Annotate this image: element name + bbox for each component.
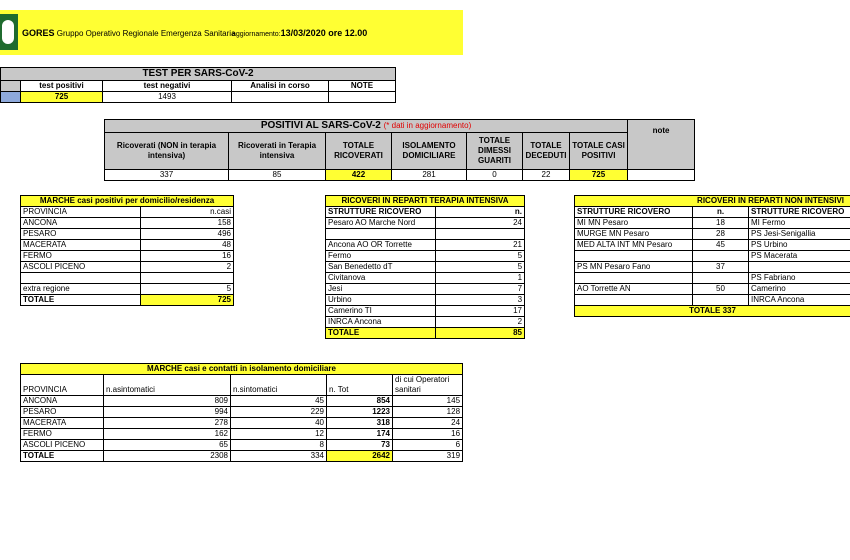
nonint-table [574,195,850,317]
ti-row-name: Pesaro AO Marche Nord [326,218,436,229]
test-blue-cell [1,92,21,103]
test-table [0,67,396,103]
iso-cell-asintomatici: 994 [104,407,231,418]
marche-row-value: 5 [141,284,234,295]
ti-row-value: 1 [436,273,525,284]
table-row [575,218,850,229]
iso-cell-operatori: 16 [393,429,463,440]
table-row [21,273,234,284]
table-row [21,251,234,262]
iso-cell-tot: 854 [327,396,393,407]
marche-row-name: extra regione [21,284,141,295]
ti-row-name: Fermo [326,251,436,262]
ti-row-name [326,229,436,240]
table-row [21,407,463,418]
nonint-row-n [693,251,749,262]
iso-cell-tot: 1223 [327,407,393,418]
iso-total-tot: 2642 [327,451,393,462]
ti-title: RICOVERI IN REPARTI TERAPIA INTENSIVA [326,196,525,207]
iso-cell-operatori: 128 [393,407,463,418]
iso-cell-provincia: ANCONA [21,396,104,407]
table-row [21,418,463,429]
iso-title: MARCHE casi e contatti in isolamento domiciliare [21,364,463,375]
nonint-row-a [575,273,693,284]
nonint-row-b: PS Macerata [749,251,850,262]
nonint-row-n: 45 [693,240,749,251]
nonint-row-n: 37 [693,262,749,273]
positivi-header-isolamento: ISOLAMENTO DOMICILIARE [392,133,467,170]
positivi-header-dimessi: TOTALE DIMESSI GUARITI [467,133,523,170]
ti-table [325,195,525,339]
ti-row-name: INRCA Ancona [326,317,436,328]
nonint-row-n: 18 [693,218,749,229]
iso-cell-sintomatici: 229 [231,407,327,418]
table-row [21,262,234,273]
table-row [326,229,525,240]
ti-row-name: Camerino TI [326,306,436,317]
ti-total-label: TOTALE [326,328,436,339]
table-row [326,251,525,262]
iso-table [20,363,463,462]
test-value-analisi [232,92,329,103]
positivi-title-note: (* dati in aggiornamento) [383,121,472,130]
test-header-positivi: test positivi [21,81,103,92]
table-row [326,317,525,328]
marche-header-ncasi: n.casi [141,207,234,218]
nonint-row-a [575,251,693,262]
org-short: GORES [22,28,55,38]
org-title [22,28,236,38]
nonint-title: RICOVERI IN REPARTI NON INTENSIVI [575,196,850,207]
positivi-title: POSITIVI AL SARS-CoV-2 [260,120,381,131]
marche-title: MARCHE casi positivi per domicilio/residenza [21,196,234,207]
table-row [21,429,463,440]
nonint-row-a: MED ALTA INT MN Pesaro [575,240,693,251]
nonint-row-a [575,295,693,306]
test-value-note [329,92,396,103]
marche-row-name [21,273,141,284]
iso-cell-sintomatici: 8 [231,440,327,451]
ti-row-value: 7 [436,284,525,295]
test-value-negativi: 1493 [103,92,232,103]
positivi-value-isolamento: 281 [392,170,467,181]
positivi-value-totale-casi: 725 [570,170,628,181]
nonint-row-a: MURGE MN Pesaro [575,229,693,240]
marche-row-value: 158 [141,218,234,229]
ti-row-value: 17 [436,306,525,317]
iso-cell-provincia: ASCOLI PICENO [21,440,104,451]
table-row [575,262,850,273]
ti-row-value: 5 [436,251,525,262]
nonint-header-strutture-b: STRUTTURE RICOVERO [749,207,850,218]
org-full: Gruppo Operativo Regionale Emergenza Sanitaria [56,29,236,38]
nonint-row-n: 50 [693,284,749,295]
table-row [326,306,525,317]
iso-total-label: TOTALE [21,451,104,462]
iso-cell-tot: 174 [327,429,393,440]
table-row [575,284,850,295]
table-row [575,295,850,306]
positivi-header-ricoverati-non-ti: Ricoverati (NON in terapia intensiva) [105,133,229,170]
iso-cell-tot: 318 [327,418,393,429]
update-info [232,28,367,38]
nonint-row-a: AO Torrette AN [575,284,693,295]
iso-header-tot: n. Tot [327,375,393,396]
iso-cell-sintomatici: 40 [231,418,327,429]
marche-total-label: TOTALE [21,295,141,306]
table-row [21,396,463,407]
marche-row-name: ANCONA [21,218,141,229]
table-row [575,229,850,240]
table-row [326,218,525,229]
table-row [21,218,234,229]
table-row [575,273,850,284]
test-header-negativi: test negativi [103,81,232,92]
iso-cell-provincia: MACERATA [21,418,104,429]
table-row [21,284,234,295]
ti-header-n: n. [436,207,525,218]
iso-total-asintomatici: 2308 [104,451,231,462]
nonint-row-n [693,295,749,306]
iso-cell-sintomatici: 45 [231,396,327,407]
test-blank-header [1,81,21,92]
table-row [326,240,525,251]
nonint-row-n [693,273,749,284]
nonint-row-a: PS MN Pesaro Fano [575,262,693,273]
nonint-row-b: INRCA Ancona [749,295,850,306]
iso-header-sintomatici: n.sintomatici [231,375,327,396]
iso-total-sintomatici: 334 [231,451,327,462]
ti-row-value: 3 [436,295,525,306]
ti-row-name: Urbino [326,295,436,306]
test-header-analisi: Analisi in corso [232,81,329,92]
nonint-row-b: PS Urbino [749,240,850,251]
nonint-row-a: MI MN Pesaro [575,218,693,229]
ti-total-value: 85 [436,328,525,339]
table-row [21,229,234,240]
iso-cell-asintomatici: 162 [104,429,231,440]
marche-row-name: PESARO [21,229,141,240]
iso-cell-operatori: 24 [393,418,463,429]
iso-total-operatori: 319 [393,451,463,462]
nonint-header-strutture-a: STRUTTURE RICOVERO [575,207,693,218]
iso-header-asintomatici: n.asintomatici [104,375,231,396]
table-row [575,240,850,251]
nonint-total: TOTALE 337 [575,306,850,317]
iso-cell-asintomatici: 65 [104,440,231,451]
marche-total-value: 725 [141,295,234,306]
positivi-header-totale-ricoverati: TOTALE RICOVERATI [326,133,392,170]
marche-table [20,195,234,306]
ti-row-value: 5 [436,262,525,273]
table-row [21,240,234,251]
nonint-row-b: Camerino [749,284,850,295]
marche-header-provincia: PROVINCIA [21,207,141,218]
marche-row-value: 2 [141,262,234,273]
test-table-title: TEST PER SARS-CoV-2 [1,68,396,81]
ti-row-name: Civitanova [326,273,436,284]
ti-header-strutture: STRUTTURE RICOVERO [326,207,436,218]
positivi-title-cell [105,120,628,133]
ti-row-value [436,229,525,240]
update-value: 13/03/2020 ore 12.00 [280,28,368,38]
positivi-table [104,119,695,181]
iso-header-operatori: di cui Operatori sanitari [393,375,463,396]
table-row [326,262,525,273]
marche-row-value: 16 [141,251,234,262]
iso-cell-tot: 73 [327,440,393,451]
positivi-header-note: note [628,120,695,170]
iso-cell-provincia: PESARO [21,407,104,418]
marche-row-name: MACERATA [21,240,141,251]
nonint-row-b: PS Fabriano [749,273,850,284]
ti-row-value: 2 [436,317,525,328]
iso-cell-provincia: FERMO [21,429,104,440]
table-row [326,284,525,295]
marche-row-value [141,273,234,284]
positivi-header-ricoverati-ti: Ricoverati in Terapia intensiva [229,133,326,170]
marche-row-name: FERMO [21,251,141,262]
iso-header-provincia: PROVINCIA [21,375,104,396]
iso-cell-sintomatici: 12 [231,429,327,440]
nonint-row-b: PS Jesi-Senigallia [749,229,850,240]
nonint-row-b: MI Fermo [749,218,850,229]
positivi-value-note [628,170,695,181]
table-row [575,251,850,262]
positivi-value-totale-ricoverati: 422 [326,170,392,181]
nonint-row-n: 28 [693,229,749,240]
update-label: aggiornamento: [232,31,281,38]
positivi-value-ricoverati-ti: 85 [229,170,326,181]
ti-row-name: San Benedetto dT [326,262,436,273]
marche-row-value: 48 [141,240,234,251]
test-header-note: NOTE [329,81,396,92]
nonint-header-n: n. [693,207,749,218]
positivi-header-totale-casi: TOTALE CASI POSITIVI [570,133,628,170]
table-row [326,295,525,306]
test-value-positivi: 725 [21,92,103,103]
iso-cell-operatori: 6 [393,440,463,451]
ti-row-value: 24 [436,218,525,229]
ti-row-name: Jesi [326,284,436,295]
positivi-value-deceduti: 22 [523,170,570,181]
iso-cell-asintomatici: 278 [104,418,231,429]
ti-row-value: 21 [436,240,525,251]
table-row [21,440,463,451]
positivi-header-deceduti: TOTALE DECEDUTI [523,133,570,170]
positivi-value-ricoverati-non-ti: 337 [105,170,229,181]
positivi-value-dimessi: 0 [467,170,523,181]
iso-cell-asintomatici: 809 [104,396,231,407]
marche-row-name: ASCOLI PICENO [21,262,141,273]
iso-cell-operatori: 145 [393,396,463,407]
logo-inner-shape [2,20,14,44]
ti-row-name: Ancona AO OR Torrette [326,240,436,251]
nonint-row-b [749,262,850,273]
marche-row-value: 496 [141,229,234,240]
table-row [326,273,525,284]
